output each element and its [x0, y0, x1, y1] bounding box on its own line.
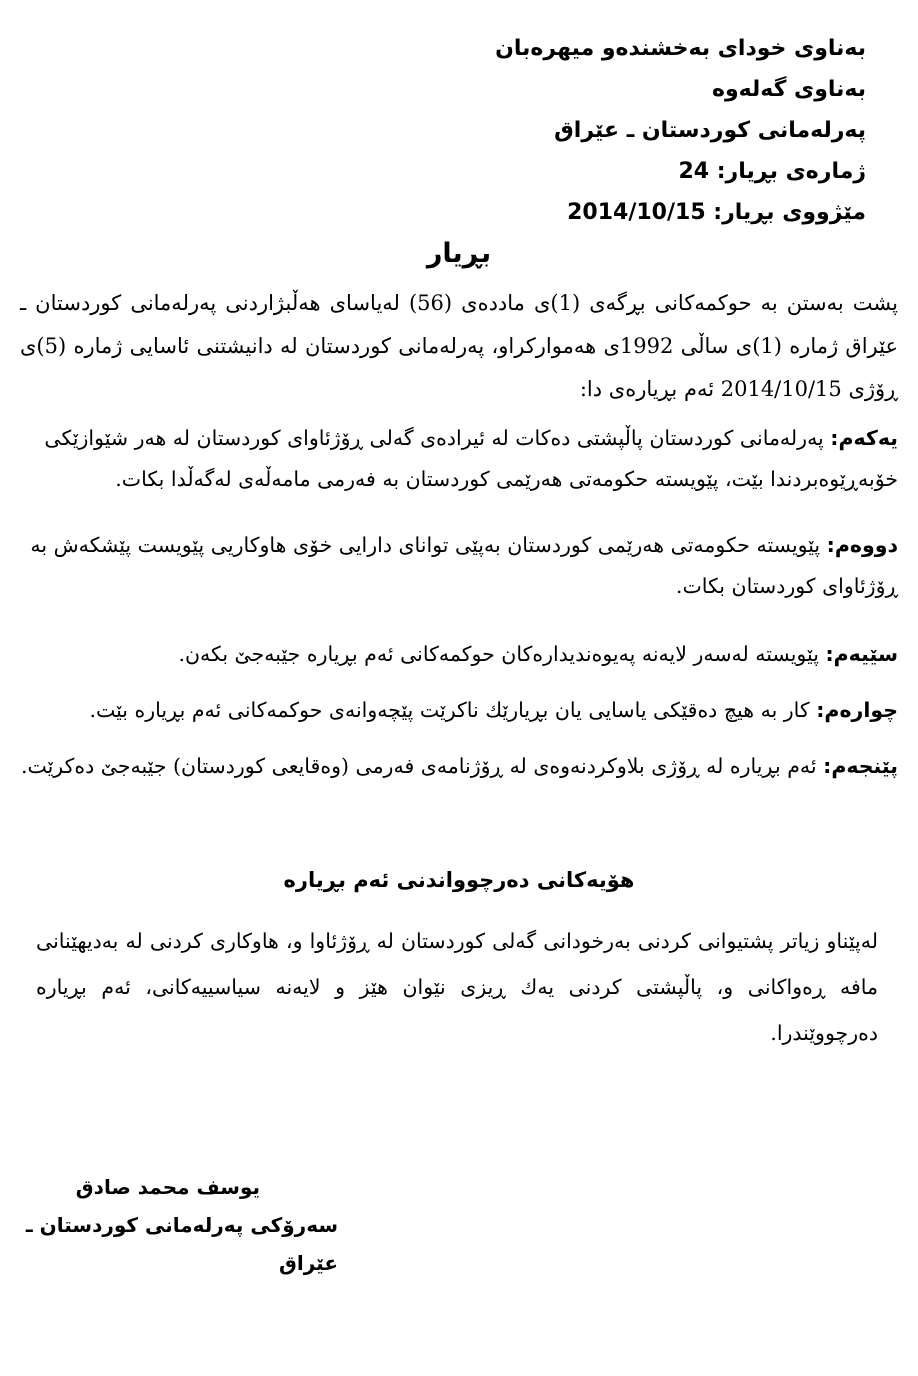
- signatory-name: یوسف محمد صادق: [75, 1175, 260, 1199]
- signatory-position: سەرۆکی پەرلەمانی کوردستان ـ عێراق: [25, 1213, 338, 1275]
- article-3: [20, 634, 898, 675]
- reasons-paragraph: لەپێناو زیاتر پشتیوانی کردنی بەرخودانی گەلی کوردستان لە ڕۆژئاوا و، هاوکاری کردنی لە بەدیهێنانی مافە ڕەواکانی و، پاڵپشتی کردنی یەك ڕیزی نێوان هێز و لایەنە سیاسییەکانی، ئەم بڕیارە دەرچووێندرا.: [36, 929, 878, 1045]
- document-title: بڕیار: [426, 238, 492, 269]
- document-header: [446, 28, 866, 233]
- article-2-label: دووەم:: [826, 533, 898, 557]
- article-1: [20, 418, 898, 500]
- article-4-label: چوارەم:: [816, 698, 898, 722]
- article-2-text: پێویستە حکومەتی هەرێمی کوردستان بەپێی توانای دارایی خۆی هاوکاریی پێویست پێشکەش بە ڕۆژئاوای کوردستان بکات.: [30, 533, 898, 598]
- article-4-text: کار بە هیچ دەقێکی یاسایی یان بڕیارێك ناکرێت پێچەوانەی حوکمەکانی ئەم بڕیارە بێت.: [89, 698, 817, 722]
- article-1-label: یەکەم:: [830, 426, 898, 450]
- signature-block: [8, 1168, 338, 1282]
- reasons-heading: هۆیەکانی دەرچوواندنی ئەم بڕیارە: [283, 868, 635, 892]
- article-3-text: پێویستە لەسەر لایەنە پەیوەندیدارەکان حوکمەکانی ئەم بڕیارە جێبەجێ بکەن.: [178, 642, 826, 666]
- basmala-line: بەناوی خودای بەخشندەو میهرەبان: [495, 36, 866, 61]
- decision-number: ژمارەی بڕیار: 24: [678, 159, 866, 184]
- in-name-of-people-line: بەناوی گەلەوە: [711, 77, 866, 102]
- decision-date: مێژووی بڕیار: 2014/10/15: [567, 200, 866, 225]
- article-3-label: سێیەم:: [825, 642, 898, 666]
- article-5-label: پێنجەم:: [823, 754, 898, 778]
- article-5: [20, 746, 898, 787]
- article-2: [20, 525, 898, 607]
- article-4: [20, 690, 898, 731]
- article-5-text: ئەم بڕیارە لە ڕۆژی بلاوکردنەوەی لە ڕۆژنامەی فەرمی (وەقایعی کوردستان) جێبەجێ دەکرێت.: [20, 754, 824, 778]
- intro-paragraph: پشت بەستن بە حوکمەکانی بڕگەی (1)ی ماددەی (56) لەیاسای هەڵبژاردنی پەرلەمانی کوردستان ـ عێراق ژمارە (1)ی ساڵی 1992ی هەموارکراو، پەرلەمانی کوردستان لە دانیشتنی ئاسایی ژمارە (5)ی ڕۆژی 2014/10/15 ئەم بڕیارەی دا:: [20, 291, 898, 401]
- parliament-name: پەرلەمانی کوردستان ـ عێراق: [554, 118, 866, 143]
- article-1-text: پەرلەمانی کوردستان پاڵپشتی دەکات لە ئیرادەی گەلی ڕۆژئاوای کوردستان لە هەر شێوازێکی خۆبەڕێوەبردندا بێت، پێویستە حکومەتی هەرێمی کوردستان بە فەرمی مامەڵەی لەگەڵدا بکات.: [44, 426, 898, 491]
